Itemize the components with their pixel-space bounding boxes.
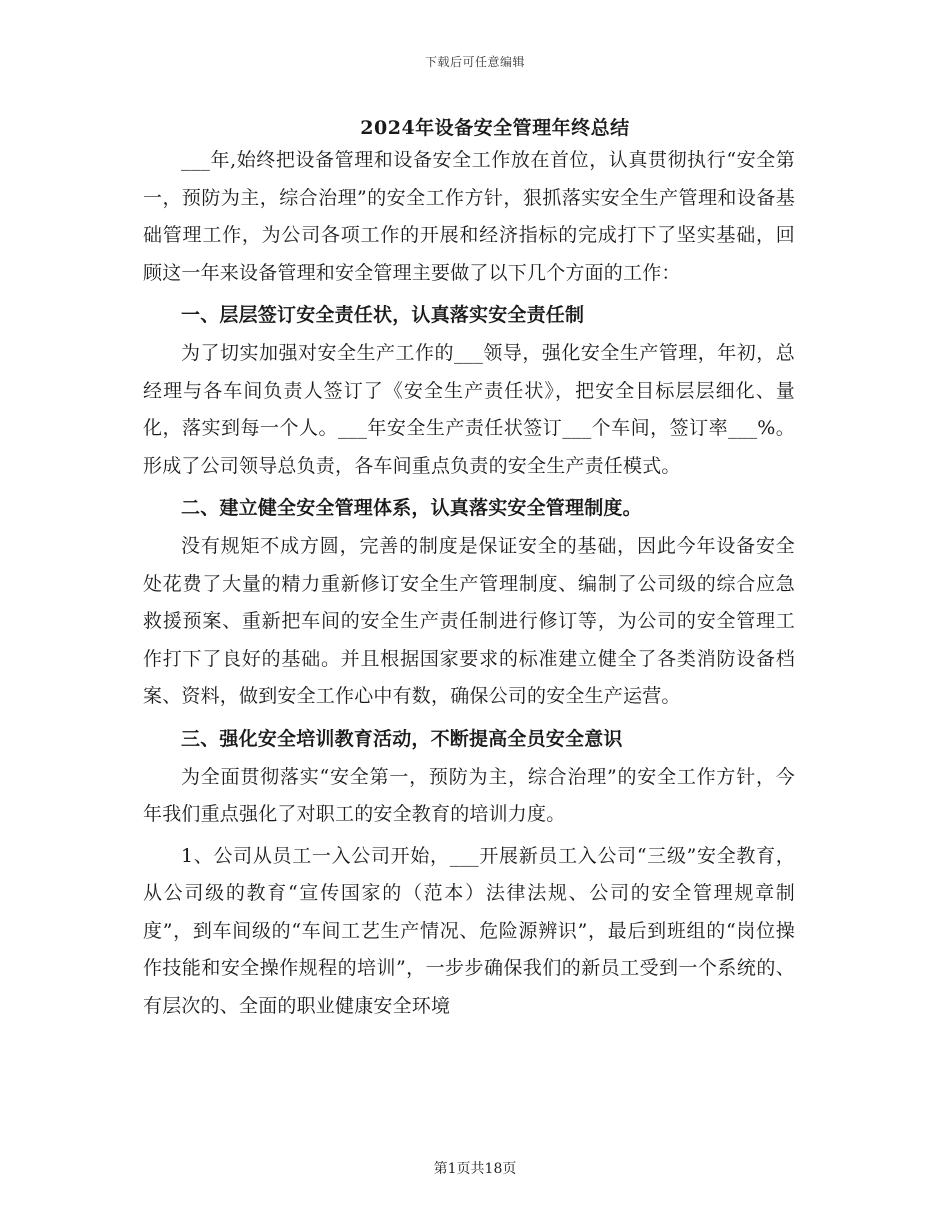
section-3-heading: 三、强化安全培训教育活动，不断提高全员安全意识 xyxy=(181,727,623,750)
section-1-heading: 一、层层签订安全责任状，认真落实安全责任制 xyxy=(181,304,585,327)
section-3-item-1: 1、公司从员工一入公司开始，___开展新员工入公司“三级”安全教育，从公司级的教育“宣传国家的（范本）法律法规、公司的安全管理规章制度”，到车间级的“车间工艺生产情况、危险源辨识”，最后到班组的“岗位操作技能和安全操作规程的培训”，一步步确保我们的新员工受到一个系统的、有层次的、全面的职业健康安全环境 xyxy=(143,844,795,1018)
document-title: 2024年设备安全管理年终总结 xyxy=(360,117,630,139)
document-body xyxy=(143,142,795,1026)
section-2-paragraph: 没有规矩不成方圆，完善的制度是保证安全的基础，因此今年设备安全处花费了大量的精力重新修订安全生产管理制度、编制了公司级的综合应急救援预案、重新把车间的安全生产责任制进行修订等，为公司的安全管理工作打下了良好的基础。并且根据国家要求的标准建立健全了各类消防设备档案、资料，做到安全工作心中有数，确保公司的安全生产运营。 xyxy=(143,534,795,708)
page-footer: 第1页共18页 xyxy=(433,1161,517,1177)
intro-paragraph: ___年,始终把设备管理和设备安全工作放在首位，认真贯彻执行“安全第一，预防为主，综合治理”的安全工作方针，狠抓落实安全生产管理和设备基础管理工作，为公司各项工作的开展和经济指标的完成打下了坚实基础，回顾这一年来设备管理和安全管理主要做了以下几个方面的工作： xyxy=(143,149,795,284)
section-3-paragraph: 为全面贯彻落实“安全第一，预防为主，综合治理”的安全工作方针，今年我们重点强化了对职工的安全教育的培训力度。 xyxy=(143,765,795,826)
header-note: 下载后可任意编辑 xyxy=(424,55,525,69)
section-2-heading: 二、建立健全安全管理体系，认真落实安全管理制度。 xyxy=(181,497,642,520)
section-1-paragraph: 为了切实加强对安全生产工作的___领导，强化安全生产管理，年初，总经理与各车间负责人签订了《安全生产责任状》，把安全目标层层细化、量化，落实到每一个人。___年安全生产责任状签订___个车间，签订率___%。形成了公司领导总负责，各车间重点负责的安全生产责任模式。 xyxy=(143,341,795,477)
